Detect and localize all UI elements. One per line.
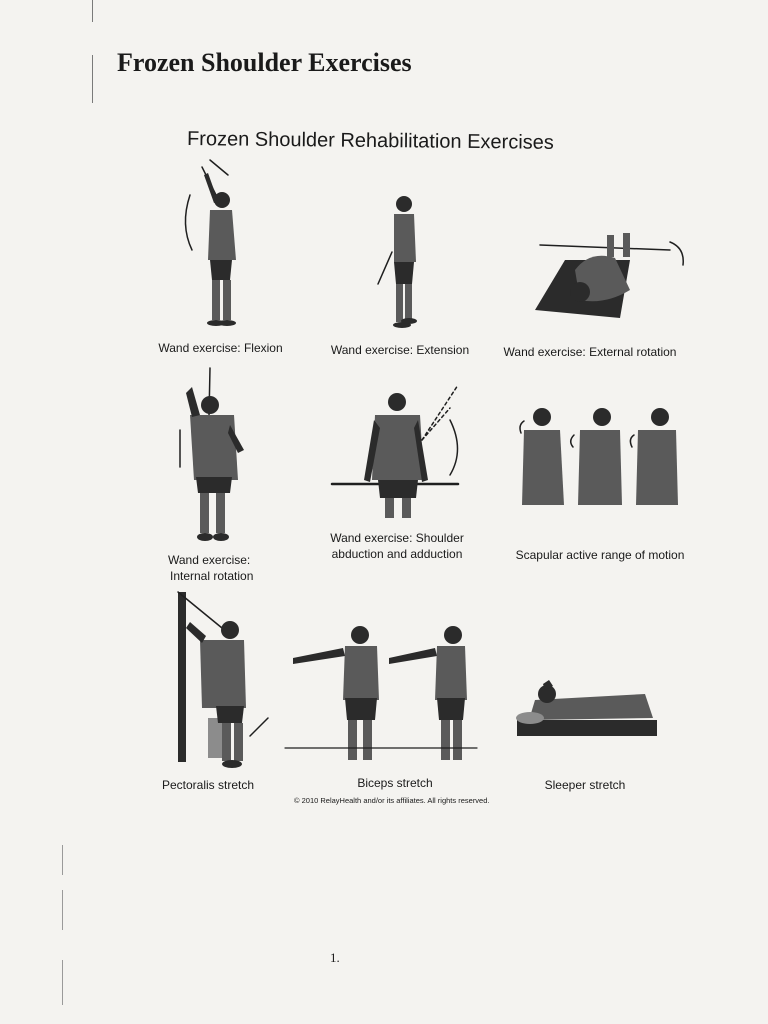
margin-line xyxy=(92,0,93,22)
page-number: 1. xyxy=(330,950,340,965)
margin-dash xyxy=(62,845,63,875)
wand-extension-illustration xyxy=(372,192,427,332)
pectoralis-stretch-illustration xyxy=(172,588,272,773)
caption-wand-flexion: Wand exercise: Flexion xyxy=(158,341,283,355)
wand-abduction-adduction-illustration xyxy=(330,380,470,520)
caption-wand-abduction-adduction: Wand exercise: Shoulder abduction and adduction xyxy=(330,531,464,561)
caption-biceps-stretch: Biceps stretch xyxy=(357,776,433,790)
caption-sleeper-stretch: Sleeper stretch xyxy=(544,778,626,792)
scapular-rom-illustration xyxy=(518,405,683,510)
wand-internal-rotation-illustration xyxy=(172,365,247,545)
biceps-stretch-illustration xyxy=(285,620,480,770)
margin-dash xyxy=(62,960,63,1005)
caption-wand-extension: Wand exercise: Extension xyxy=(330,343,470,357)
wand-flexion-illustration xyxy=(180,155,250,330)
margin-dash xyxy=(62,890,63,930)
section-title: Frozen Shoulder Rehabilitation Exercises xyxy=(186,128,554,154)
caption-scapular-rom: Scapular active range of motion xyxy=(515,548,685,562)
margin-line xyxy=(92,55,93,103)
page-title: Frozen Shoulder Exercises xyxy=(117,48,412,77)
copyright-notice: © 2010 RelayHealth and/or its affiliates. All rights reserved. xyxy=(294,796,490,805)
caption-wand-external-rotation: Wand exercise: External rotation xyxy=(503,345,677,359)
caption-pectoralis-stretch: Pectoralis stretch xyxy=(161,778,255,792)
wand-external-rotation-illustration xyxy=(535,230,690,320)
sleeper-stretch-illustration xyxy=(515,680,660,740)
caption-wand-internal-rotation: Wand exercise: Internal rotation xyxy=(168,553,254,583)
